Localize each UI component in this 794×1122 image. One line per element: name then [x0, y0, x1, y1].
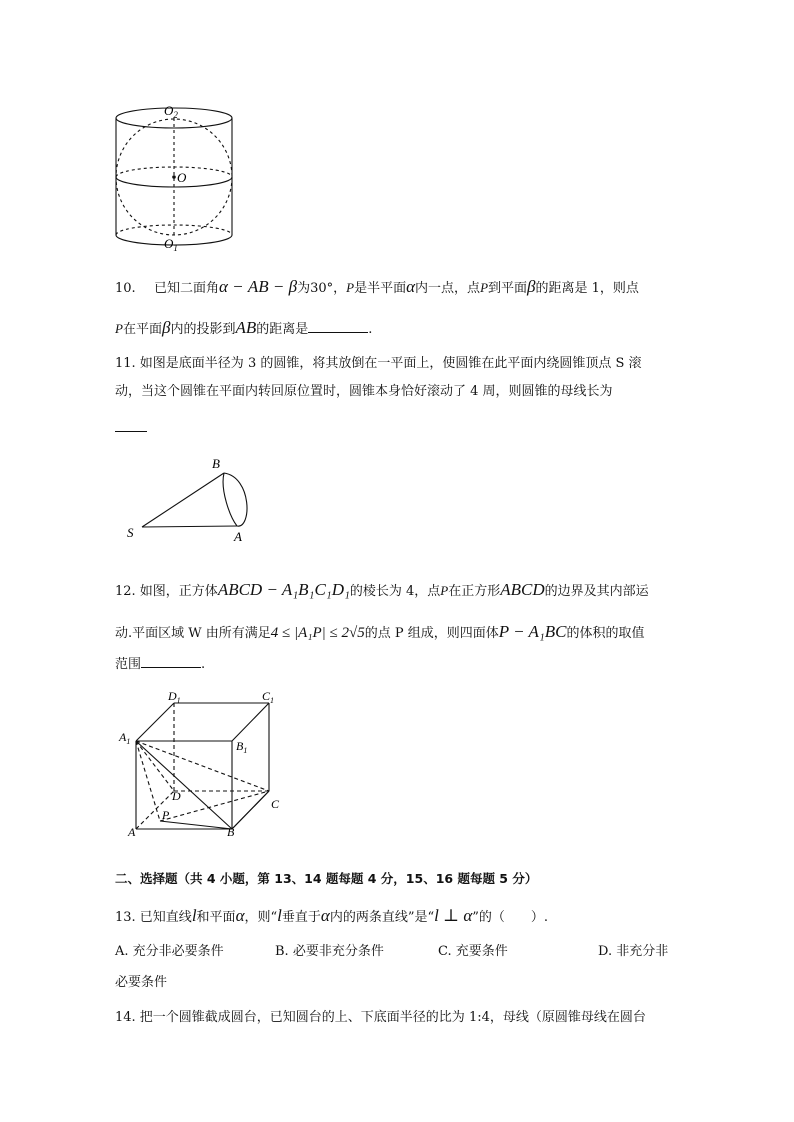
label-o: O — [177, 170, 187, 185]
label-o2: $O_2$ — [164, 103, 178, 120]
q11-line2: 动，当这个圆锥在平面内转回原位置时，圆锥本身恰好滚动了 4 周，则圆锥的母线长为 — [115, 384, 613, 399]
cube-label-c: C — [271, 797, 280, 811]
cone-label-s: S — [127, 525, 134, 540]
q10-number: 10. — [115, 281, 136, 296]
cylinder-sphere-figure — [108, 98, 243, 253]
q13-option-c[interactable]: C. 充要条件 — [438, 944, 508, 959]
hidden-a1p — [136, 741, 160, 821]
q11-line3 — [115, 417, 147, 439]
q13-option-d-cont: 必要条件 — [115, 975, 168, 990]
segment-bc — [232, 791, 269, 829]
segment-pb — [160, 821, 232, 829]
edge-a1d1 — [136, 703, 174, 741]
q13-option-a[interactable]: A. 充分非必要条件 — [115, 944, 224, 959]
q12-cube-name: ABCD − A₁B₁C₁D₁ — [217, 580, 350, 599]
cube-label-a: A — [128, 825, 136, 836]
cube-figure — [116, 686, 291, 836]
cone-base-inner — [223, 473, 237, 526]
q10-answer-blank — [308, 318, 368, 333]
q12-line1: 12. 如图，正方体ABCD − A₁B₁C₁D₁的棱长为 4，点P在正方形ABCD的边界及其内部运 — [115, 580, 649, 599]
cube-label-a1: $A_1$ — [119, 730, 131, 746]
q12-line3: 范围 . — [115, 653, 205, 675]
cone-figure — [120, 455, 255, 545]
cone-label-b: B — [212, 456, 220, 471]
q12-inequality: 4 ≤ |A₁P| ≤ 2√5 — [270, 625, 365, 641]
cube-label-b1: $B_1$ — [236, 739, 248, 755]
center-point — [172, 175, 176, 179]
cone-label-a: A — [234, 529, 242, 544]
section2-title: 二、选择题（共 4 小题，第 13、14 题每题 4 分，15、16 题每题 5 分） — [115, 871, 538, 886]
cone-slant-lower — [142, 526, 237, 527]
cube-label-c1: $C_1$ — [262, 689, 275, 705]
edge-b1c1 — [232, 703, 269, 741]
cone-base-outer — [224, 473, 247, 526]
hidden-a1d — [136, 741, 174, 791]
q13-option-d[interactable]: D. 非充分非 — [598, 944, 669, 959]
q10-line2: P在平面β内的投影到AB的距离是 . — [115, 318, 373, 337]
q12-answer-blank — [141, 653, 201, 668]
segment-a1b — [136, 741, 232, 829]
q14-line1: 14. 把一个圆锥截成圆台，已知圆台的上、下底面半径的比为 1:4，母线（原圆锥母线在圆台 — [115, 1010, 646, 1025]
q12-line2: 动.平面区域 W 由所有满足4 ≤ |A₁P| ≤ 2√5的点 P 组成，则四面体P − A₁BC的体积的取值 — [115, 622, 645, 641]
q11-answer-blank — [115, 417, 147, 432]
q10-dihedral-expr: α − AB − β — [218, 277, 298, 296]
cube-label-p: P — [162, 808, 170, 822]
q10-line1: 10. 已知二面角α − AB − β为30°，P是半平面α内一点，点P到平面β的距离是 1，则点 — [115, 277, 639, 296]
q11-line1: 11. 如图是底面半径为 3 的圆锥，将其放倒在一平面上，使圆锥在此平面内绕圆锥顶点 S 滚 — [115, 356, 642, 371]
cube-label-b: B — [227, 825, 235, 836]
hidden-a1c — [136, 741, 269, 791]
label-o1: $O_1$ — [164, 236, 178, 253]
q13-line1: 13. 已知直线l和平面α，则“l垂直于α内的两条直线”是“l ⊥ α”的（ ）. — [115, 906, 549, 925]
q13-option-b[interactable]: B. 必要非充分条件 — [275, 944, 384, 959]
cube-label-d: D — [172, 789, 181, 803]
q12-tetrahedron: P − A₁BC — [498, 622, 567, 641]
cube-label-d1: $D_1$ — [168, 689, 181, 705]
cone-slant-upper — [142, 473, 224, 527]
